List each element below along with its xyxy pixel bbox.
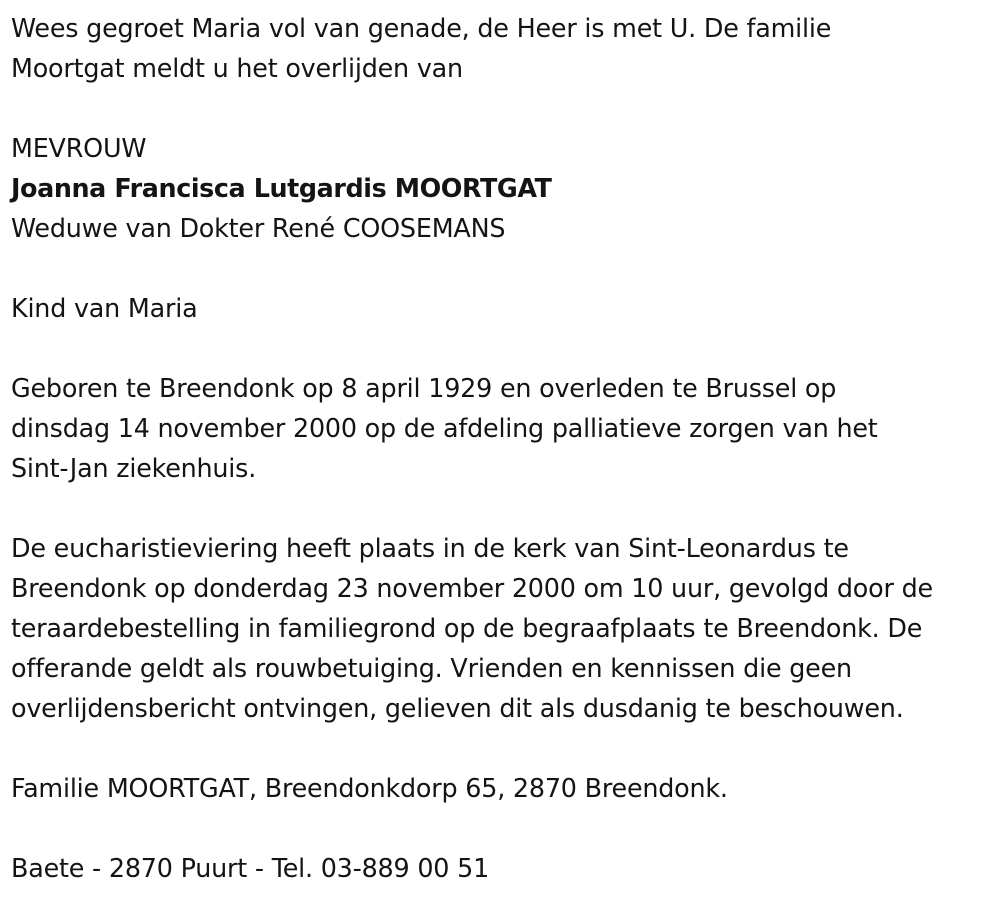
undertaker-contact: Baete - 2870 Puurt - Tel. 03-889 00 51 xyxy=(11,853,490,883)
spacer xyxy=(11,88,996,128)
funeral-line-5: overlijdensbericht ontvingen, gelieven dit als dusdanig te beschouwen. xyxy=(11,693,904,723)
funeral-line-3: teraardebestelling in familiegrond op de begraafplaats te Breendonk. De xyxy=(11,613,923,643)
birth-death-line-3: Sint-Jan ziekenhuis. xyxy=(11,453,257,483)
spacer xyxy=(11,248,996,288)
intro-line-2: Moortgat meldt u het overlijden van xyxy=(11,53,463,83)
funeral-line-2: Breendonk op donderdag 23 november 2000 om 10 uur, gevolgd door de xyxy=(11,573,933,603)
spacer xyxy=(11,728,996,768)
dedication-line: Kind van Maria xyxy=(11,293,198,323)
deceased-name: Joanna Francisca Lutgardis MOORTGAT xyxy=(11,173,552,203)
death-announcement xyxy=(11,8,996,888)
funeral-line-1: De eucharistieviering heeft plaats in de kerk van Sint-Leonardus te xyxy=(11,533,849,563)
funeral-line-4: offerande geldt als rouwbetuiging. Vrienden en kennissen die geen xyxy=(11,653,852,683)
spacer xyxy=(11,488,996,528)
spacer xyxy=(11,808,996,848)
spouse-line: Weduwe van Dokter René COOSEMANS xyxy=(11,213,506,243)
birth-death-line-2: dinsdag 14 november 2000 op de afdeling palliatieve zorgen van het xyxy=(11,413,878,443)
birth-death-line-1: Geboren te Breendonk op 8 april 1929 en overleden te Brussel op xyxy=(11,373,837,403)
deceased-title: MEVROUW xyxy=(11,133,147,163)
intro-line-1: Wees gegroet Maria vol van genade, de Heer is met U. De familie xyxy=(11,13,832,43)
family-address: Familie MOORTGAT, Breendonkdorp 65, 2870 Breendonk. xyxy=(11,773,728,803)
spacer xyxy=(11,328,996,368)
